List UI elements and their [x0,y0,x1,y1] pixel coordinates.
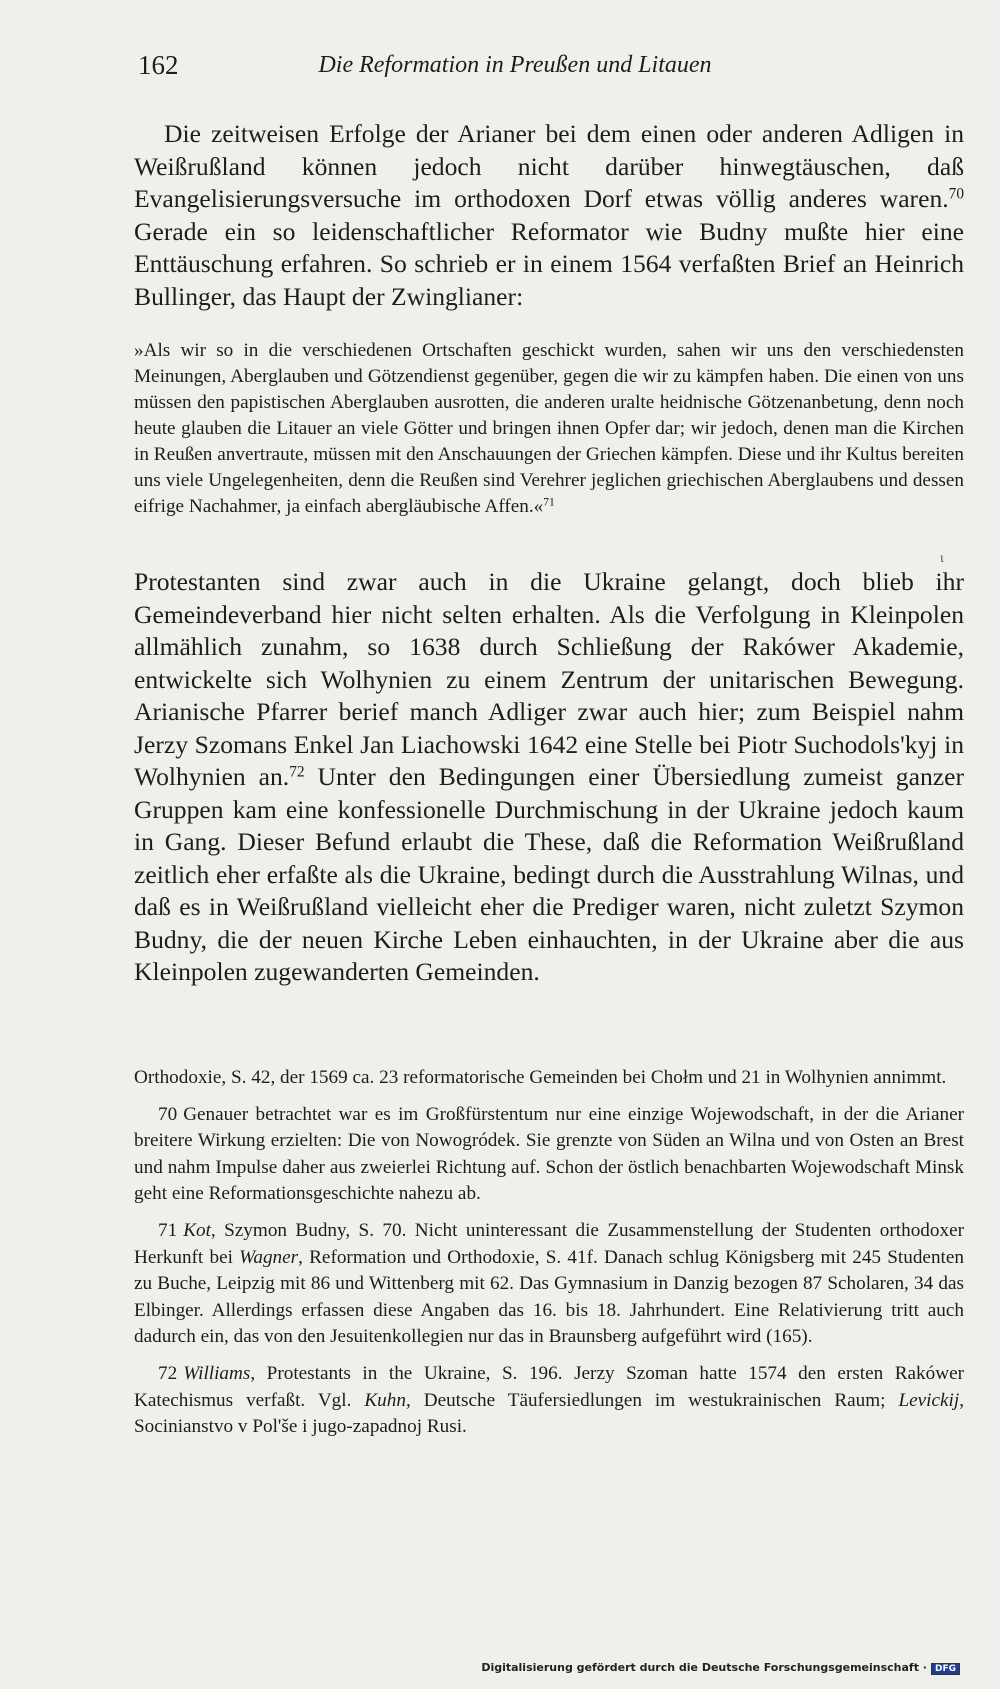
author-name: Kuhn [364,1389,406,1411]
footnote-ref-70[interactable]: 70 [948,185,964,203]
para1-text-2: Gerade ein so leidenschaftlicher Reformator wie Budny mußte hier eine Enttäuschung erfahren. So schrieb er in einem 1564 verfaßten Brief an Heinrich Bullinger, das Haupt der Zwinglianer: [134,216,964,311]
footnote-71 [134,1218,964,1351]
footnote-72 [134,1361,964,1441]
footnote-number: 72 [158,1362,178,1384]
body-paragraph-1 [134,118,964,313]
author-name: Wagner [239,1246,299,1268]
footnote-70 [134,1102,964,1208]
margin-mark: ι [940,551,944,566]
footnote-text: , Protestants in the Ukraine, S. 196. Jerzy Szoman hatte 1574 den ersten Rakówer Katechismus verfaßt. Vgl. [134,1362,964,1411]
footnote-ref-71[interactable]: 71 [543,496,555,509]
footnote-text: , Szymon Budny, S. 70. Nicht uninteressant die Zusammenstellung der Studenten orthodoxer Herkunft bei [134,1219,964,1268]
footnote-text: , Reformation und Orthodoxie, S. 41f. Danach schlug Königsberg mit 245 Studenten zu Buche, Leipzig mit 86 und Wittenberg mit 62. Das Gymnasium in Danzig bezogen 87 Scholaren, 34 das Elbinger. Allerdings erfassen diese Angaben das 16. bis 18. Jahrhundert. Eine Relativierung tritt auch dadurch ein, das von den Jesuitenkollegien nur das in Braunsberg aufgeführt wird (165). [134,1246,964,1348]
para2-text-2: Unter den Bedingungen einer Übersiedlung zumeist ganzer Gruppen kam eine konfessionelle Durchmischung in der Ukraine jedoch kaum in Gang. Dieser Befund erlaubt die These, daß die Reformation Weißrußland zeitlich eher erfaßte als die Ukraine, bedingt durch die Ausstrahlung Wilnas, und daß es in Weißrußland vielleicht eher die Prediger waren, nicht zuletzt Szymon Budny, die der neuen Kirche Leben einhauchten, in der Ukraine aber die aus Kleinpolen zugewanderten Gemeinden. [134,762,964,986]
running-title: Die Reformation in Preußen und Litauen [318,52,712,78]
footnote-continuation: Orthodoxie, S. 42, der 1569 ca. 23 reformatorische Gemeinden bei Chołm und 21 in Wolhynien annimmt. [134,1067,947,1088]
footnote-number: 70 [158,1103,178,1125]
footnote-ref-72[interactable]: 72 [289,763,305,781]
footnote-text: , Socinianstvo v Pol'še i jugo-zapadnoj Rusi. [134,1389,964,1438]
body-paragraph-2 [134,566,964,989]
author-name: Williams [183,1362,251,1384]
footnotes [134,1065,964,1451]
para1-text: Die zeitweisen Erfolge der Arianer bei dem einen oder anderen Adligen in Weißrußland können jedoch nicht darüber hinwegtäuschen, daß Evangelisierungsversuche im orthodoxen Dorf etwas völlig anderes waren. [134,119,964,213]
credit-text: Digitalisierung gefördert durch die Deutsche Forschungsgemeinschaft · [481,1661,927,1674]
author-name: Levickij [898,1389,960,1411]
page-number: 162 [138,50,179,80]
footnote-number: 71 [158,1219,178,1241]
block-quote [134,338,964,520]
author-name: Kot [183,1219,211,1241]
digitization-credit [481,1661,960,1675]
para2-text: Protestanten sind zwar auch in die Ukraine gelangt, doch blieb ihr Gemeindeverband hier nicht selten erhalten. Als die Verfolgung in Kleinpolen allmählich zunahm, so 1638 durch Schließung der Rakówer Akademie, entwickelte sich Wolhynien zu einem Zentrum der unitarischen Bewegung. Arianische Pfarrer berief manch Adliger zwar auch hier; zum Beispiel nahm Jerzy Szomans Enkel Jan Liachowski 1642 eine Stelle bei Piotr Suchodols'kyj in Wolhynien an. [134,567,964,791]
footnote-text: , Deutsche Täufersiedlungen im westukrainischen Raum; [405,1389,899,1411]
dfg-logo: DFG [931,1663,960,1675]
quote-text: »Als wir so in die verschiedenen Ortschaften geschickt wurden, sahen wir uns den verschiedensten Meinungen, Aberglauben und Götzendienst gegenüber, gegen die wir zu kämpfen haben. Die einen von uns müssen den papistischen Aberglauben ausrotten, die anderen uralte heidnische Götzenanbetung, denn noch heute glauben die Litauer an viele Götter und bringen ihnen Opfer dar; wir jedoch, denen man die Kirchen in Reußen anvertraute, müssen mit den Anschauungen der Griechen kämpfen. Diese und ihr Kultus bereiten uns viele Ungelegenheiten, denn die Reußen sind Verehrer jeglichen griechischen Aberglaubens und dessen eifrige Nachahmer, ja einfach abergläubische Affen.« [134,340,964,517]
footnote-text: Genauer betrachtet war es im Großfürstentum nur eine einzige Wojewodschaft, in der die Arianer breitere Wirkung erzielten: Die von Nowogródek. Sie grenzte von Süden an Wilna und von Osten an Brest und nahm Impulse daher aus zweierlei Richtung auf. Schon der östlich benachbarten Wojewodschaft Minsk geht eine Reformationsgeschichte nahezu ab. [134,1103,964,1205]
